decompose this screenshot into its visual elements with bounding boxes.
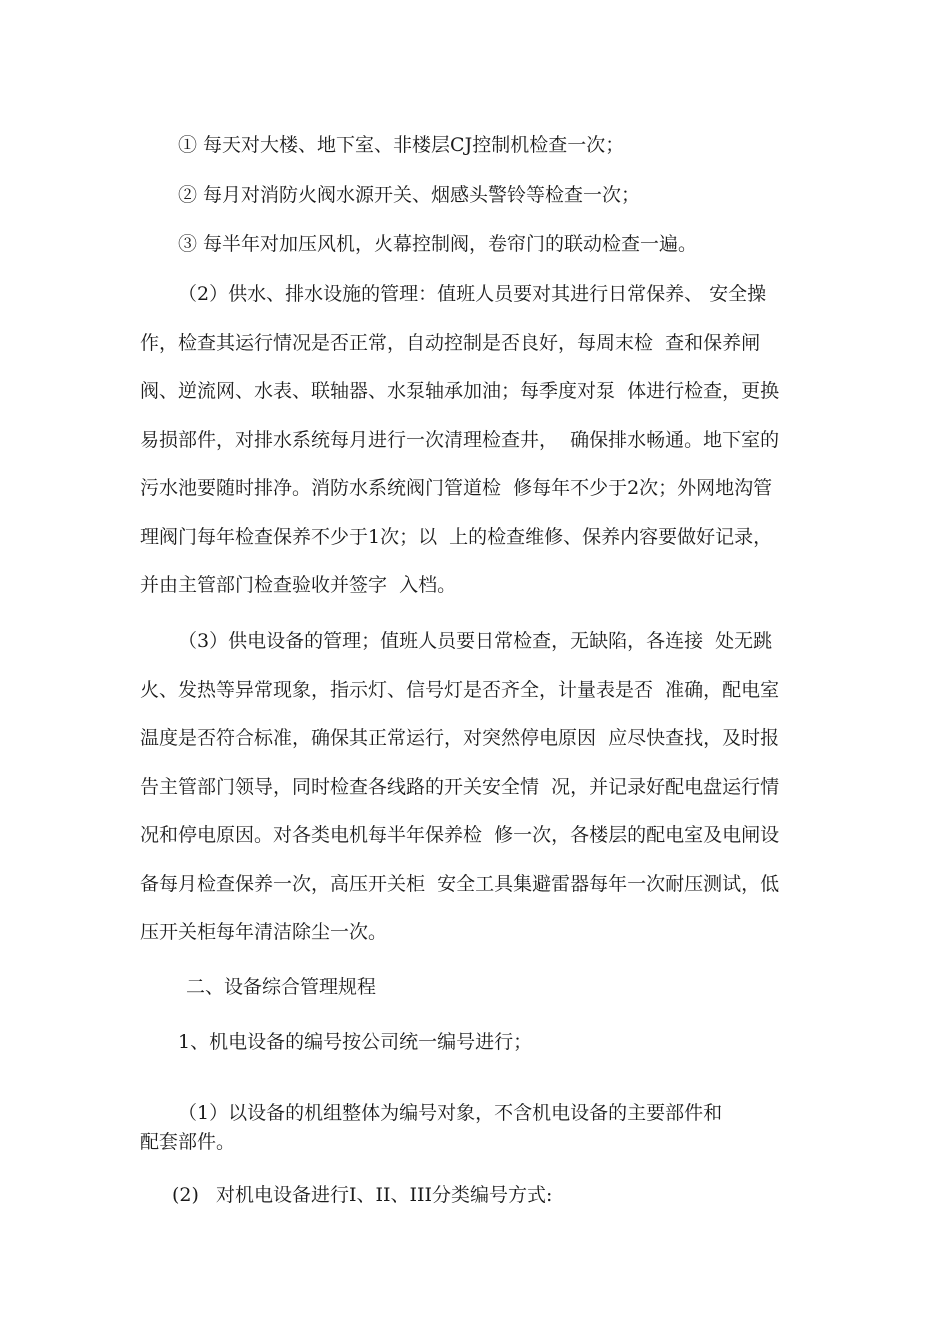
paragraph-line: （3）供电设备的管理；值班人员要日常检查，无缺陷，各连接 处无跳 bbox=[178, 630, 773, 652]
paragraph-line: （2）供水、排水设施的管理：值班人员要对其进行日常保养、 安全操 bbox=[178, 283, 767, 305]
paragraph-line: 备每月检查保养一次，高压开关柜 安全工具集避雷器每年一次耐压测试，低 bbox=[140, 872, 780, 895]
paragraph-line: 温度是否符合标准，确保其正常运行，对突然停电原因 应尽快查找，及时报 bbox=[140, 727, 780, 749]
section-title: 二、设备综合管理规程 bbox=[186, 976, 377, 998]
paragraph-line: 理阀门每年检查保养不少于1次；以 上的检查维修、保养内容要做好记录， bbox=[140, 525, 773, 548]
list-item-halfyear-check: ③ 每半年对加压风机，火幕控制阀，卷帘门的联动检查一遍。 bbox=[178, 233, 698, 255]
sub-item-1-line-2: 配套部件。 bbox=[140, 1131, 236, 1153]
paragraph-line: 易损部件，对排水系统每月进行一次清理检查井， 确保排水畅通。地下室的 bbox=[140, 428, 780, 451]
list-item-daily-check: ① 每天对大楼、地下室、非楼层CJ控制机检查一次； bbox=[178, 134, 625, 156]
paragraph-water-facilities bbox=[140, 282, 779, 622]
paragraph-power-equipment bbox=[140, 629, 779, 969]
paragraph-line: 告主管部门领导，同时检查各线路的开关安全情 况，并记录好配电盘运行情 bbox=[140, 775, 780, 798]
paragraph-line: 并由主管部门检查验收并签字 入档。 bbox=[140, 574, 457, 596]
sub-item-2-number: (2) bbox=[172, 1184, 199, 1206]
paragraph-line: 压开关柜每年清洁除尘一次。 bbox=[140, 921, 388, 943]
paragraph-line: 况和停电原因。对各类电机每半年保养检 修一次，各楼层的配电室及电闸设 bbox=[140, 824, 780, 846]
paragraph-line: 阀、逆流网、水表、联轴器、水泵轴承加油；每季度对泵 体进行检查，更换 bbox=[140, 380, 780, 402]
list-item-monthly-check: ② 每月对消防火阀水源开关、烟感头警铃等检查一次； bbox=[178, 184, 641, 206]
paragraph-line: 火、发热等异常现象，指示灯、信号灯是否齐全，计量表是否 准确，配电室 bbox=[140, 678, 780, 701]
list-item-numbering-rule: 1、机电设备的编号按公司统一编号进行； bbox=[178, 1031, 533, 1053]
sub-item-1-line-1: （1）以设备的机组整体为编号对象，不含机电设备的主要部件和 bbox=[178, 1102, 723, 1124]
sub-item-2-text: 对机电设备进行I、II、III分类编号方式: bbox=[216, 1184, 553, 1206]
paragraph-line: 污水池要随时排净。消防水系统阀门管道检 修每年不少于2次；外网地沟管 bbox=[140, 477, 773, 499]
paragraph-line: 作，检查其运行情况是否正常，自动控制是否良好，每周末检 查和保养闸 bbox=[140, 331, 761, 354]
